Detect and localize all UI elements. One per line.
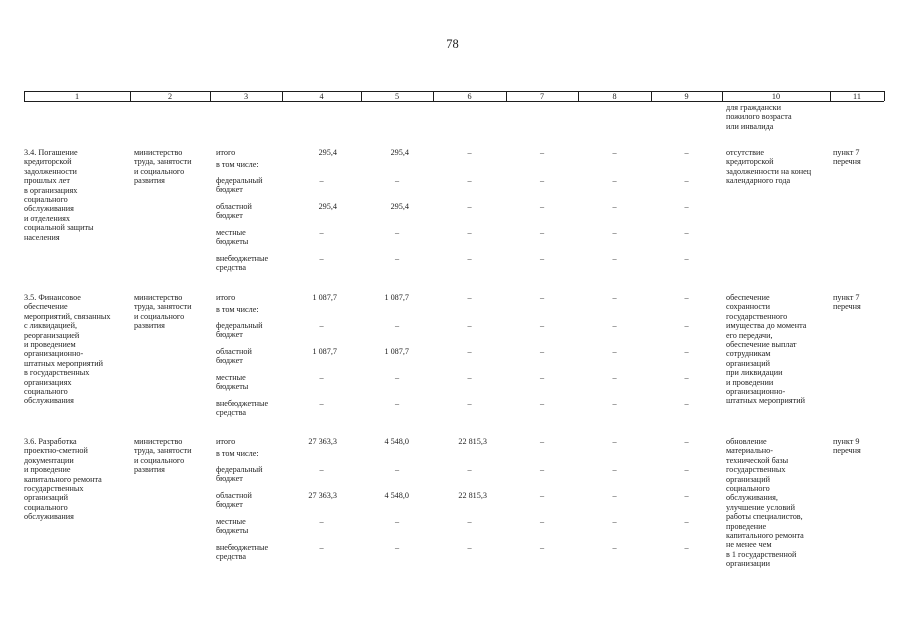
funding-value: – bbox=[539, 491, 545, 500]
funding-value: – bbox=[394, 517, 400, 526]
funding-value: – bbox=[612, 321, 617, 330]
funding-source-label: итого bbox=[216, 148, 236, 157]
funding-source-label: местные бюджеты bbox=[216, 228, 249, 247]
funding-value: – bbox=[684, 437, 689, 446]
column-number: 10 bbox=[771, 91, 781, 101]
funding-source-label: в том числе: bbox=[216, 160, 259, 169]
funding-value: – bbox=[394, 254, 400, 263]
funding-value: – bbox=[467, 228, 472, 237]
column-number: 3 bbox=[243, 91, 249, 101]
funding-value: – bbox=[394, 228, 400, 237]
funding-value: – bbox=[612, 202, 617, 211]
funding-value: – bbox=[612, 228, 617, 237]
funding-value: – bbox=[612, 148, 617, 157]
column-number: 11 bbox=[853, 91, 861, 101]
header-bottom-border bbox=[24, 101, 884, 102]
column-number: 6 bbox=[467, 91, 472, 101]
funding-value: – bbox=[539, 543, 545, 552]
funding-source-label: в том числе: bbox=[216, 449, 259, 458]
funding-value: – bbox=[539, 293, 545, 302]
funding-value: – bbox=[684, 254, 689, 263]
funding-value: – bbox=[539, 517, 545, 526]
column-number: 4 bbox=[319, 91, 324, 101]
funding-value: – bbox=[467, 202, 472, 211]
funding-value: – bbox=[394, 373, 400, 382]
continuation-text: для граждански пожилого возраста или инвалида bbox=[726, 103, 792, 131]
funding-value: – bbox=[612, 491, 617, 500]
funding-value: – bbox=[612, 373, 617, 382]
funding-source-label: итого bbox=[216, 293, 236, 302]
funding-value: 1 087,7 bbox=[384, 347, 409, 356]
funding-value: – bbox=[539, 347, 545, 356]
funding-value: – bbox=[394, 176, 400, 185]
measure-name: 3.5. Финансовое обеспечение мероприятий, связанных с ликвидацией, реорганизацией и проведением организационно- штатных мероприятий в государственных организациях социального обслуживания bbox=[24, 293, 111, 406]
funding-value: – bbox=[467, 465, 472, 474]
funding-source-label: областной бюджет bbox=[216, 491, 252, 510]
funding-value: – bbox=[612, 293, 617, 302]
funding-source-label: внебюджетные средства bbox=[216, 254, 269, 273]
funding-value: 1 087,7 bbox=[312, 347, 337, 356]
funding-value: – bbox=[467, 293, 472, 302]
funding-value: – bbox=[467, 254, 472, 263]
column-number: 8 bbox=[612, 91, 617, 101]
funding-source-label: внебюджетные средства bbox=[216, 543, 269, 562]
funding-source-label: внебюджетные средства bbox=[216, 399, 269, 418]
column-number: 9 bbox=[684, 91, 689, 101]
column-number: 2 bbox=[167, 91, 173, 101]
funding-source-label: федеральный бюджет bbox=[216, 176, 263, 195]
funding-value: – bbox=[319, 176, 324, 185]
funding-value: – bbox=[319, 465, 324, 474]
funding-value: 295,4 bbox=[318, 202, 337, 211]
funding-source-label: областной бюджет bbox=[216, 347, 252, 366]
funding-source-label: итого bbox=[216, 437, 236, 446]
funding-value: – bbox=[319, 543, 324, 552]
funding-value: – bbox=[467, 148, 472, 157]
funding-value: – bbox=[467, 347, 472, 356]
funding-value: – bbox=[467, 399, 472, 408]
funding-value: – bbox=[539, 176, 545, 185]
funding-value: – bbox=[539, 148, 545, 157]
funding-value: – bbox=[612, 437, 617, 446]
funding-value: – bbox=[684, 293, 689, 302]
funding-value: – bbox=[684, 202, 689, 211]
column-number: 7 bbox=[539, 91, 545, 101]
funding-value: – bbox=[319, 321, 324, 330]
funding-value: – bbox=[467, 373, 472, 382]
executor: министерство труда, занятости и социального развития bbox=[134, 148, 192, 186]
funding-value: 1 087,7 bbox=[384, 293, 409, 302]
funding-value: – bbox=[684, 347, 689, 356]
funding-value: – bbox=[684, 465, 689, 474]
funding-value: – bbox=[684, 543, 689, 552]
funding-value: – bbox=[612, 543, 617, 552]
funding-value: – bbox=[539, 228, 545, 237]
funding-value: – bbox=[319, 517, 324, 526]
funding-value: – bbox=[612, 399, 617, 408]
funding-value: – bbox=[467, 176, 472, 185]
funding-value: 27 363,3 bbox=[308, 437, 337, 446]
funding-value: 4 548,0 bbox=[384, 437, 409, 446]
page-number: 78 bbox=[446, 37, 459, 51]
expected-result: обновление материально- технической базы государственных организаций социального обслуживания, улучшение условий работы специалистов, проведение капитального ремонта не менее чем в 1 государственной организации bbox=[726, 437, 804, 569]
funding-value: – bbox=[684, 176, 689, 185]
expected-result: отсутствие кредиторской задолженности на конец календарного года bbox=[726, 148, 812, 186]
funding-source-label: местные бюджеты bbox=[216, 373, 249, 392]
funding-value: – bbox=[684, 148, 689, 157]
funding-value: – bbox=[394, 543, 400, 552]
funding-value: 1 087,7 bbox=[312, 293, 337, 302]
funding-value: 22 815,3 bbox=[458, 491, 487, 500]
funding-value: – bbox=[684, 321, 689, 330]
column-number: 5 bbox=[394, 91, 400, 101]
funding-value: – bbox=[467, 321, 472, 330]
funding-value: – bbox=[394, 465, 400, 474]
measure-name: 3.6. Разработка проектно-сметной документации и проведение капитального ремонта государственных организаций социального обслуживания bbox=[24, 437, 102, 522]
funding-value: – bbox=[394, 321, 400, 330]
funding-value: – bbox=[319, 373, 324, 382]
funding-source-label: федеральный бюджет bbox=[216, 465, 263, 484]
header-column-border bbox=[884, 91, 885, 101]
funding-source-label: федеральный бюджет bbox=[216, 321, 263, 340]
funding-source-label: местные бюджеты bbox=[216, 517, 249, 536]
funding-value: 295,4 bbox=[318, 148, 337, 157]
funding-value: – bbox=[684, 517, 689, 526]
funding-value: – bbox=[539, 254, 545, 263]
measure-name: 3.4. Погашение кредиторской задолженности прошлых лет в организациях социального обслуживания и отделениях социальной защиты населения bbox=[24, 148, 94, 242]
funding-value: – bbox=[539, 202, 545, 211]
expected-result: обеспечение сохранности государственного имущества до момента его передачи, обеспечение выплат сотрудникам организаций при ликвидации и проведении организационно- штатных мероприятий bbox=[726, 293, 807, 406]
funding-value: – bbox=[612, 517, 617, 526]
funding-value: – bbox=[684, 399, 689, 408]
funding-source-label: в том числе: bbox=[216, 305, 259, 314]
funding-value: – bbox=[319, 399, 324, 408]
list-reference: пункт 7 перечня bbox=[833, 148, 861, 167]
funding-value: 27 363,3 bbox=[308, 491, 337, 500]
funding-value: – bbox=[467, 543, 472, 552]
funding-value: 22 815,3 bbox=[458, 437, 487, 446]
list-reference: пункт 7 перечня bbox=[833, 293, 861, 312]
funding-value: – bbox=[684, 491, 689, 500]
funding-value: – bbox=[539, 465, 545, 474]
funding-value: – bbox=[319, 228, 324, 237]
funding-value: 295,4 bbox=[390, 202, 409, 211]
funding-value: – bbox=[539, 399, 545, 408]
funding-value: – bbox=[319, 254, 324, 263]
list-reference: пункт 9 перечня bbox=[833, 437, 861, 456]
executor: министерство труда, занятости и социального развития bbox=[134, 293, 192, 331]
funding-value: – bbox=[612, 254, 617, 263]
executor: министерство труда, занятости и социального развития bbox=[134, 437, 192, 475]
funding-value: – bbox=[539, 321, 545, 330]
funding-source-label: областной бюджет bbox=[216, 202, 252, 221]
funding-value: – bbox=[612, 465, 617, 474]
funding-value: 4 548,0 bbox=[384, 491, 409, 500]
funding-value: – bbox=[539, 437, 545, 446]
funding-value: – bbox=[539, 373, 545, 382]
funding-value: – bbox=[684, 228, 689, 237]
funding-value: – bbox=[612, 347, 617, 356]
funding-value: – bbox=[467, 517, 472, 526]
funding-value: 295,4 bbox=[390, 148, 409, 157]
column-number: 1 bbox=[74, 91, 80, 101]
funding-value: – bbox=[684, 373, 689, 382]
funding-value: – bbox=[612, 176, 617, 185]
funding-value: – bbox=[394, 399, 400, 408]
